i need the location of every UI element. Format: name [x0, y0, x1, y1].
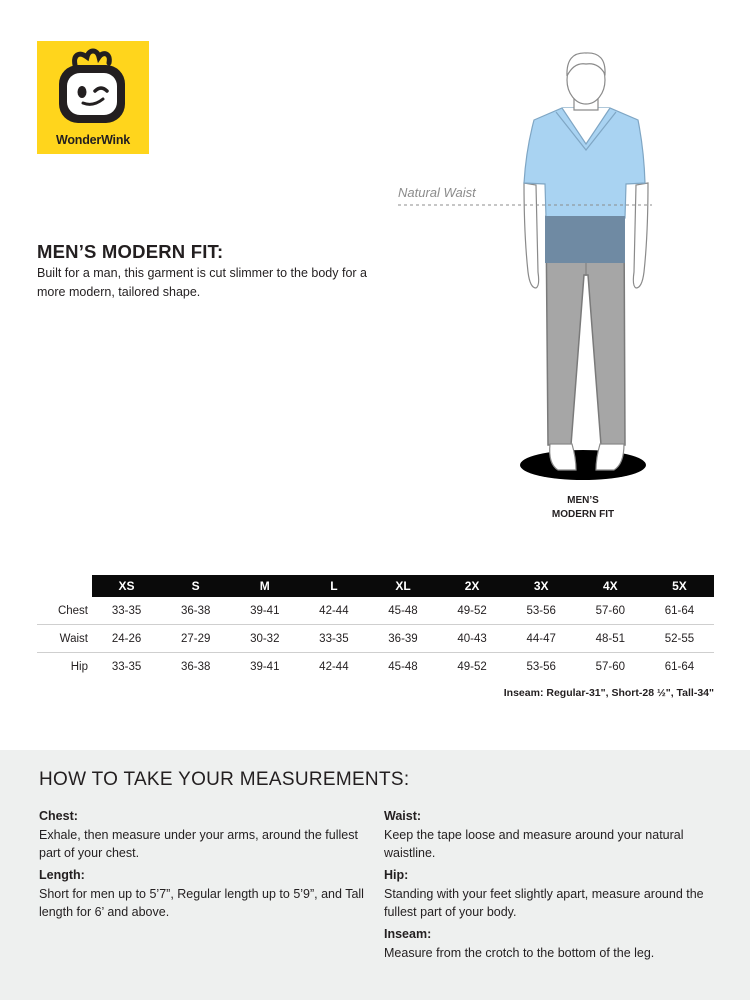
- table-row: [37, 653, 714, 681]
- measurement-heading: Hip:: [384, 868, 409, 882]
- table-row: [37, 597, 714, 625]
- measurement-heading: Waist:: [384, 809, 422, 823]
- table-cell: 61-64: [664, 660, 695, 673]
- table-cell: 33-35: [92, 597, 161, 625]
- measurement-column-left: [39, 808, 379, 926]
- measurement-text: Short for men up to 5’7”, Regular length up to 5’9”, and Tall length for 6’ and above.: [39, 887, 364, 919]
- size-header: M: [230, 575, 299, 597]
- measurement-guide-title: HOW TO TAKE YOUR MEASUREMENTS:: [39, 769, 410, 790]
- size-header-row: [37, 575, 714, 597]
- table-cell: 44-47: [507, 625, 576, 653]
- table-cell: 52-55: [645, 625, 714, 653]
- mens-modern-fit-figure: [390, 40, 670, 490]
- measurement-item-length: [39, 867, 379, 921]
- table-cell: 40-43: [438, 625, 507, 653]
- table-cell: 42-44: [319, 660, 349, 673]
- row-label: Waist: [37, 625, 92, 653]
- measurement-text: Exhale, then measure under your arms, around the fullest part of your chest.: [39, 828, 358, 860]
- measurement-heading: Length:: [39, 868, 85, 882]
- measurement-column-right: [384, 808, 724, 967]
- size-header: XS: [92, 575, 161, 597]
- table-cell: 36-38: [180, 660, 211, 673]
- measurement-guide: [0, 750, 750, 1000]
- table-cell: 61-64: [645, 597, 714, 625]
- header-corner: [37, 575, 92, 597]
- table-row: [37, 625, 714, 653]
- size-header: S: [161, 575, 230, 597]
- measurement-item-waist: [384, 808, 724, 862]
- table-cell: 53-56: [526, 660, 556, 673]
- table-cell: 33-35: [111, 660, 142, 673]
- table-cell: 42-44: [299, 597, 368, 625]
- brand-logo: [37, 41, 149, 154]
- size-header: XL: [368, 575, 437, 597]
- table-cell: 45-48: [368, 597, 437, 625]
- table-cell: 57-60: [595, 660, 626, 673]
- size-header: 3X: [507, 575, 576, 597]
- measurement-item-hip: [384, 867, 724, 921]
- size-header: 5X: [645, 575, 714, 597]
- fit-description: Built for a man, this garment is cut slimmer to the body for a more modern, tailored shape.: [37, 266, 367, 299]
- measurement-heading: Inseam:: [384, 927, 432, 941]
- table-cell: 49-52: [438, 597, 507, 625]
- measurement-item-chest: [39, 808, 379, 862]
- table-cell: 45-48: [388, 660, 418, 673]
- table-cell: 36-39: [368, 625, 437, 653]
- table-cell: 39-41: [230, 597, 299, 625]
- figure-caption: [523, 494, 643, 522]
- natural-waist-label: Natural Waist: [398, 185, 476, 200]
- table-cell: 48-51: [576, 625, 645, 653]
- size-header: 2X: [438, 575, 507, 597]
- waist-band: [545, 216, 625, 263]
- floor-shadow: [520, 450, 646, 480]
- brand-name: WonderWink: [55, 133, 131, 147]
- figure-caption-line2: MODERN FIT: [551, 509, 615, 520]
- table-cell: 57-60: [576, 597, 645, 625]
- table-cell: 49-52: [457, 660, 487, 673]
- measurement-item-inseam: [384, 926, 724, 962]
- table-cell: 39-41: [250, 660, 280, 673]
- table-cell: 53-56: [507, 597, 576, 625]
- table-cell: 36-38: [161, 597, 230, 625]
- table-cell: 27-29: [161, 625, 230, 653]
- measurement-text: Standing with your feet slightly apart, measure around the fullest part of your body.: [384, 887, 704, 919]
- size-header: L: [299, 575, 368, 597]
- row-label: Chest: [37, 597, 92, 625]
- figure-caption-line1: MEN’S: [567, 495, 599, 506]
- size-chart-table: [37, 575, 714, 680]
- table-cell: 33-35: [299, 625, 368, 653]
- fit-title: MEN’S MODERN FIT:: [37, 241, 224, 262]
- measurement-text: Keep the tape loose and measure around your natural waistline.: [384, 828, 684, 860]
- inseam-note: Inseam: Regular-31", Short-28 ½", Tall-34": [503, 687, 714, 699]
- table-cell: 24-26: [92, 625, 161, 653]
- table-cell: 30-32: [230, 625, 299, 653]
- measurement-heading: Chest:: [39, 809, 78, 823]
- size-header: 4X: [576, 575, 645, 597]
- measurement-text: Measure from the crotch to the bottom of the leg.: [384, 946, 655, 960]
- row-label: Hip: [70, 660, 88, 673]
